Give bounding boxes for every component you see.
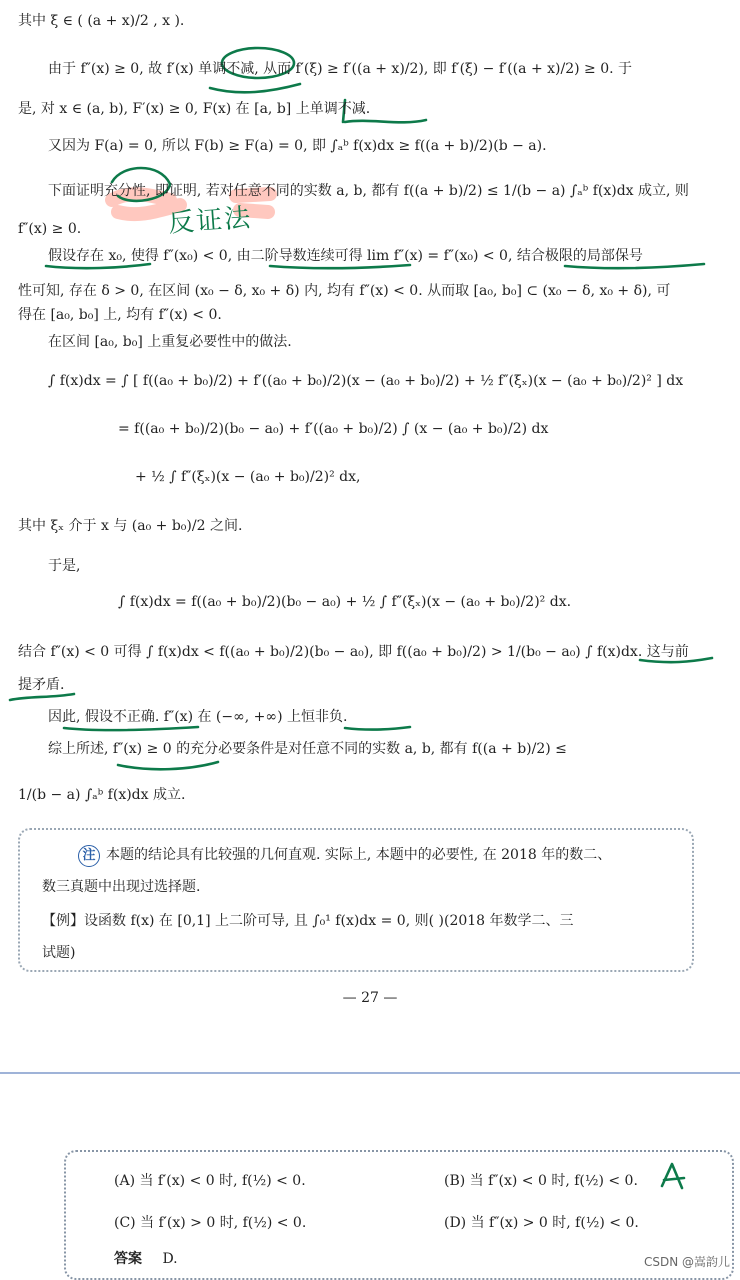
text-line: 1/(b − a) ∫ₐᵇ f(x)dx 成立.: [18, 787, 186, 803]
text-line: 其中 ξ ∈ ( (a + x)/2 , x ).: [18, 13, 185, 29]
text-line: 在区间 [a₀, b₀] 上重复必要性中的做法.: [48, 334, 292, 350]
underline-mark: [118, 762, 218, 769]
answer-label: 答案: [114, 1251, 142, 1267]
handwritten-note: 反证法: [167, 203, 254, 239]
underline-mark: [270, 265, 410, 268]
note-text: 本题的结论具有比较强的几何直观. 实际上, 本题中的必要性, 在 2018 年的数二、: [106, 847, 612, 863]
formula-line: ∫ f(x)dx = ∫ [ f((a₀ + b₀)/2) + f′((a₀ + b₀)/2)(x − (a₀ + b₀)/2) + ½ f″(ξₓ)(x − (a₀ + b₀)/2)² ] dx: [48, 373, 684, 389]
answer-line: [114, 1248, 178, 1268]
text-line: 综上所述, f″(x) ≥ 0 的充分必要条件是对任意不同的实数 a, b, 都有 f((a + b)/2) ≤: [48, 741, 567, 757]
text-line: 提矛盾.: [18, 677, 65, 693]
text-line: 于是,: [48, 558, 81, 574]
underline-mark: [345, 727, 410, 730]
formula-line: ∫ f(x)dx = f((a₀ + b₀)/2)(b₀ − a₀) + ½ ∫ f″(ξₓ)(x − (a₀ + b₀)/2)² dx.: [118, 594, 572, 610]
note-line: [78, 844, 611, 867]
underline-mark: [210, 84, 300, 92]
answer-value: D.: [162, 1251, 178, 1267]
note-text: 数三真题中出现过选择题.: [42, 879, 201, 895]
answer-box: [64, 1150, 734, 1280]
underline-mark: [10, 694, 74, 700]
text-line: 由于 f″(x) ≥ 0, 故 f′(x) 单调不减, 从而 f′(ξ) ≥ f′((a + x)/2), 即 f′(ξ) − f′((a + x)/2) ≥ 0. 于: [48, 61, 633, 77]
underline-mark: [64, 727, 198, 730]
choice-c: (C) 当 f′(x) > 0 时, f(½) < 0.: [114, 1215, 307, 1231]
note-icon: 注: [78, 845, 100, 867]
text-line: 假设存在 x₀, 使得 f″(x₀) < 0, 由二阶导数连续可得 lim f″(x) = f″(x₀) < 0, 结合极限的局部保号: [48, 248, 643, 264]
note-box: [18, 828, 694, 972]
choice-b: (B) 当 f″(x) < 0 时, f(½) < 0.: [444, 1173, 638, 1189]
text-line: 其中 ξₓ 介于 x 与 (a₀ + b₀)/2 之间.: [18, 518, 243, 534]
text-line: f″(x) ≥ 0.: [18, 221, 82, 237]
note-example: 【例】设函数 f(x) 在 [0,1] 上二阶可导, 且 ∫₀¹ f(x)dx = 0, 则( )(2018 年数学二、三: [42, 913, 574, 929]
text-line: 下面证明充分性, 即证明, 若对任意不同的实数 a, b, 都有 f((a + b)/2) ≤ 1/(b − a) ∫ₐᵇ f(x)dx 成立, 则: [48, 183, 689, 199]
page-divider: [0, 1072, 740, 1074]
text-line: 因此, 假设不正确. f″(x) 在 (−∞, +∞) 上恒非负.: [48, 709, 348, 725]
choice-d: (D) 当 f″(x) > 0 时, f(½) < 0.: [444, 1215, 639, 1231]
text-line: 又因为 F(a) = 0, 所以 F(b) ≥ F(a) = 0, 即 ∫ₐᵇ f(x)dx ≥ f((a + b)/2)(b − a).: [48, 138, 547, 154]
page-number: — 27 —: [342, 990, 398, 1006]
text-line: 性可知, 存在 δ > 0, 在区间 (x₀ − δ, x₀ + δ) 内, 均有 f″(x) < 0. 从而取 [a₀, b₀] ⊂ (x₀ − δ, x₀ + δ), 可: [18, 283, 671, 299]
text-line: 得在 [a₀, b₀] 上, 均有 f″(x) < 0.: [18, 307, 222, 323]
text-line: 结合 f″(x) < 0 可得 ∫ f(x)dx < f((a₀ + b₀)/2)(b₀ − a₀), 即 f((a₀ + b₀)/2) > 1/(b₀ − a₀) ∫ f(x)dx. 这与前: [18, 644, 689, 660]
text-line: 是, 对 x ∈ (a, b), F′(x) ≥ 0, F(x) 在 [a, b] 上单调不减.: [18, 101, 371, 117]
choice-a: (A) 当 f′(x) < 0 时, f(½) < 0.: [114, 1173, 306, 1189]
formula-line: = f((a₀ + b₀)/2)(b₀ − a₀) + f′((a₀ + b₀)/2) ∫ (x − (a₀ + b₀)/2) dx: [118, 421, 549, 437]
watermark: CSDN @嵩韵儿: [643, 1255, 730, 1269]
formula-line: + ½ ∫ f″(ξₓ)(x − (a₀ + b₀)/2)² dx,: [135, 469, 361, 485]
note-text: 试题): [42, 945, 76, 961]
underline-mark: [345, 120, 426, 122]
